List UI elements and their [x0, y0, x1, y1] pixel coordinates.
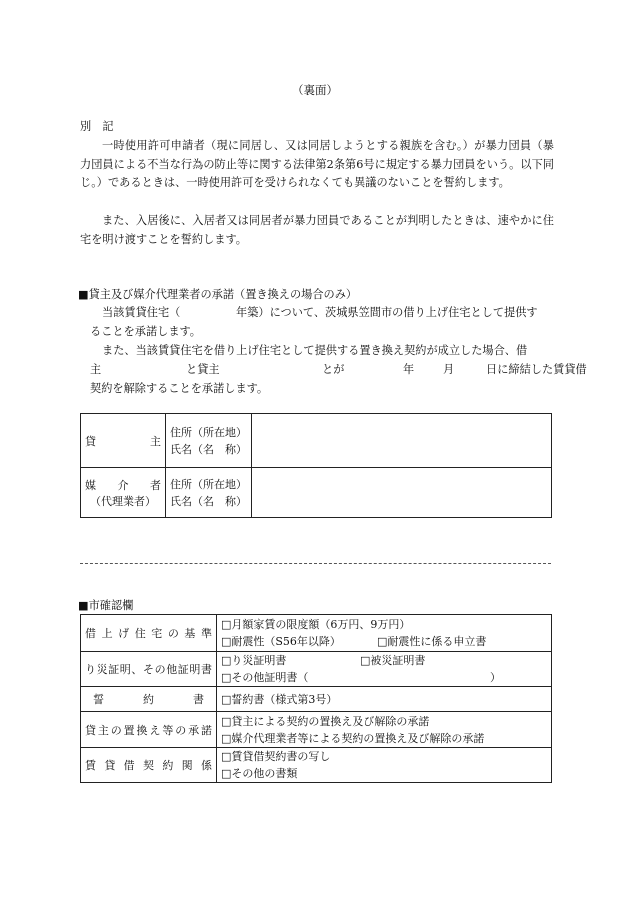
pledge-paragraph-1: 一時使用許可申請者（現に同居し、又は同居しようとする親族を含む。）が暴力団員（暴力団員による不当な行為の防止等に関する法律第2条第6号に規定する暴力団員をいう。以下同じ。）であるときは、一時使用許可を受けられなくても異議のないことを誓約します。 [80, 139, 554, 190]
other-cert-close-paren: ） [490, 671, 501, 684]
checkbox-victim-cert[interactable]: □被災証明書 [360, 654, 426, 667]
checkbox-other-docs[interactable]: □その他の書類 [221, 767, 298, 780]
consent-line-4e: 月 [443, 363, 455, 376]
confirm-row-lessor-consent [81, 712, 552, 748]
confirm-label-cell [81, 615, 217, 652]
confirm-label-pledge: 誓約書 [93, 693, 204, 706]
betsuki-label: 別 記 [80, 120, 114, 133]
confirm-label-certificates: り災証明、その他証明書 [85, 663, 212, 676]
consent-heading: ■貸主及び媒介代理業者の承諾（置き換えの場合のみ） [78, 288, 358, 301]
checkbox-lease-copy[interactable]: □賃貸借契約書の写し [221, 750, 331, 763]
confirm-row-pledge [81, 687, 552, 712]
confirm-label-cell [81, 687, 217, 712]
checkbox-agent-consent[interactable]: □媒介代理業者等による契約の置換え及び解除の承諾 [221, 731, 485, 745]
consent-line-5: 契約を解除することを承諾します。 [90, 382, 269, 395]
confirm-check-cell [217, 712, 552, 748]
page-title: （裏面） [292, 83, 338, 97]
lessor-addr-name-cell [166, 414, 252, 468]
agent-label: 媒 介 者 [85, 478, 161, 492]
confirm-label-standard: 借上げ住宅の基準 [85, 627, 212, 640]
confirm-label-lessor-consent: 貸主の置換え等の承諾 [85, 723, 212, 737]
lessor-label: 貸 主 [85, 434, 161, 448]
lessor-address-label: 住所（所在地） [170, 425, 247, 439]
confirm-row-standard [81, 615, 552, 652]
signature-row-lessor [81, 414, 552, 468]
checkbox-disaster-cert[interactable]: □り災証明書 [221, 654, 287, 667]
confirm-row-certificates [81, 652, 552, 687]
agent-name-label: 氏名（名 称） [170, 494, 247, 508]
consent-line-3: また、当該賃貸住宅を借り上げ住宅として提供する置き換え契約が成立した場合、借 [102, 344, 528, 357]
agent-input-cell[interactable] [252, 468, 552, 518]
lessor-name-label: 氏名（名 称） [170, 442, 247, 456]
confirm-heading: ■市確認欄 [78, 599, 134, 612]
confirm-check-cell [217, 748, 552, 783]
confirm-check-cell [217, 687, 552, 712]
signature-table [80, 413, 552, 518]
confirm-label-cell [81, 712, 217, 748]
checkbox-pledge-form[interactable]: □誓約書（様式第3号） [221, 692, 338, 706]
confirm-check-cell [217, 652, 552, 687]
confirm-label-cell [81, 652, 217, 687]
agent-label-sub: （代理業者） [90, 494, 156, 508]
lessor-input-cell[interactable] [252, 414, 552, 468]
consent-line-4f: 日に締結した賃貸借 [486, 363, 587, 376]
consent-line-2: ることを承諾します。 [90, 325, 201, 338]
consent-line-4d: 年 [403, 363, 415, 376]
confirm-row-lease [81, 748, 552, 783]
pledge-paragraph-2: また、入居後に、入居者又は同居者が暴力団員であることが判明したときは、速やかに住宅を明け渡すことを誓約します。 [80, 214, 554, 246]
consent-line-4b: と貸主 [186, 363, 220, 376]
dashed-divider [80, 563, 551, 564]
confirm-check-cell [217, 615, 552, 652]
agent-address-label: 住所（所在地） [170, 477, 247, 491]
consent-line-4c: とが [322, 363, 345, 376]
consent-line-1b: 年築）について、茨城県笠間市の借り上げ住宅として提供す [236, 306, 538, 319]
agent-addr-name-cell [166, 468, 252, 518]
checkbox-seismic-statement[interactable]: □耐震性に係る申立書 [377, 635, 487, 648]
checkbox-other-cert[interactable]: □その他証明書（ [221, 671, 309, 684]
signature-row-agent [81, 468, 552, 518]
checkbox-seismic[interactable]: □耐震性（S56年以降） [221, 635, 341, 648]
checkbox-rent-limit[interactable]: □月額家賃の限度額（6万円、9万円） [221, 618, 411, 631]
consent-line-1a: 当該賃貸住宅（ [102, 306, 181, 319]
confirm-table [80, 614, 552, 783]
agent-label-cell [81, 468, 166, 518]
consent-line-4a: 主 [90, 363, 102, 376]
lessor-label-cell [81, 414, 166, 468]
confirm-label-cell [81, 748, 217, 783]
confirm-label-lease: 賃貸借契約関係 [85, 759, 212, 772]
checkbox-lessor-consent[interactable]: □貸主による契約の置換え及び解除の承諾 [221, 714, 430, 728]
